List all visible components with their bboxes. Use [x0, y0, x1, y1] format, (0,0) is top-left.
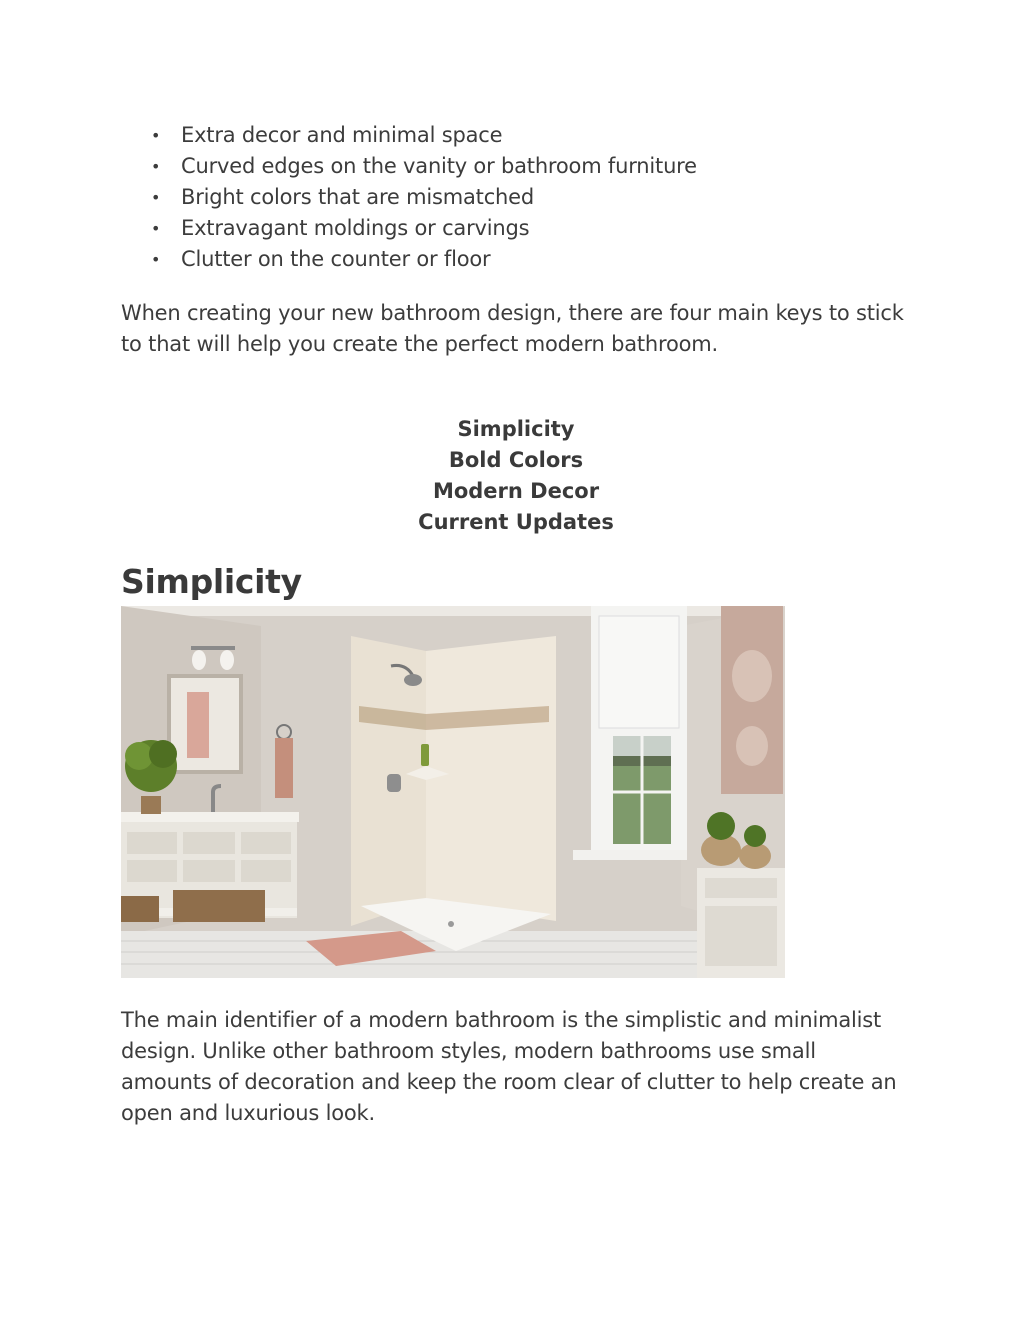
keys-list [121, 414, 911, 538]
document-page [121, 120, 911, 1129]
list-item: • Extra decor and minimal space [121, 120, 911, 151]
list-item: • Clutter on the counter or floor [121, 244, 911, 275]
key-item: Current Updates [418, 510, 614, 534]
key-item: Simplicity [457, 417, 575, 441]
bullet-icon: • [151, 126, 161, 145]
key-item: Bold Colors [448, 448, 584, 472]
list-item: • Bright colors that are mismatched [121, 182, 911, 213]
bullet-list [121, 120, 911, 275]
section-heading: Simplicity [121, 562, 302, 601]
list-item: • Curved edges on the vanity or bathroom furniture [121, 151, 911, 182]
bullet-icon: • [151, 219, 161, 238]
intro-paragraph: When creating your new bathroom design, there are four main keys to stick to that will help you create the perfect modern bathroom. [121, 301, 904, 356]
list-item: • Extravagant moldings or carvings [121, 213, 911, 244]
bullet-icon: • [151, 250, 161, 269]
bullet-icon: • [151, 157, 161, 176]
bathroom-photo [121, 606, 785, 978]
key-item: Modern Decor [432, 479, 600, 503]
closing-paragraph: The main identifier of a modern bathroom is the simplistic and minimalist design. Unlike other bathroom styles, modern bathrooms use small amounts of decoration and keep the room clear of clutter to help create an open and luxurious look. [121, 1008, 897, 1125]
bullet-icon: • [151, 188, 161, 207]
